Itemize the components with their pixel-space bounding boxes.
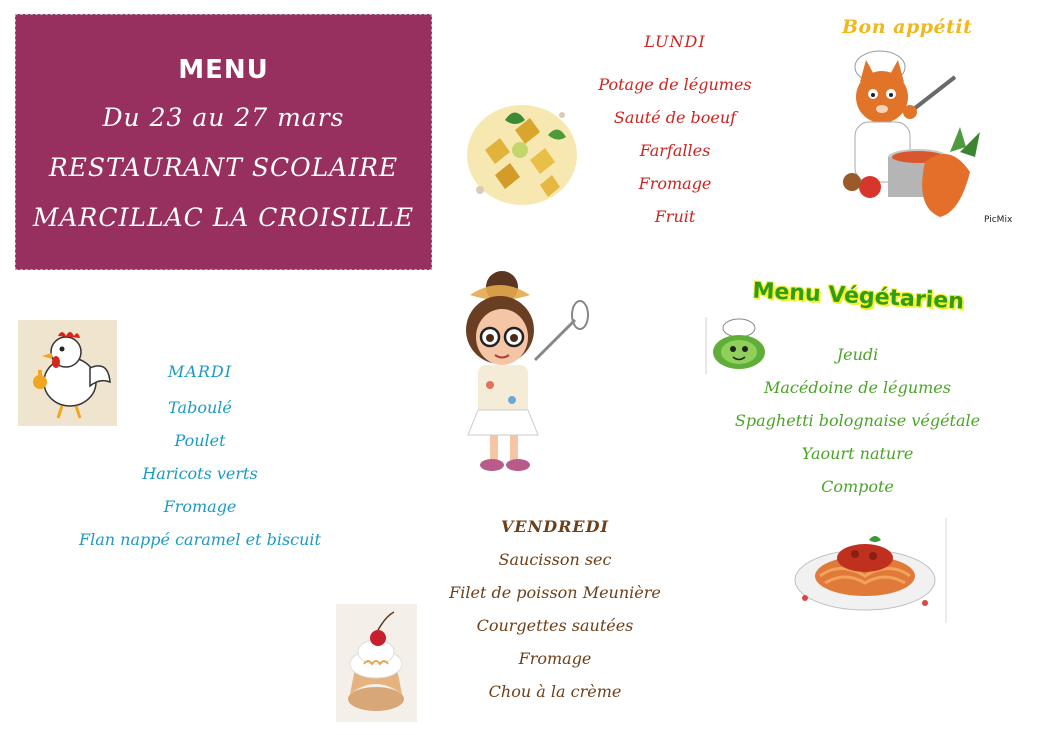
monday-title: LUNDI [644,32,706,51]
tuesday-item: Poulet [174,431,226,450]
friday-item: Courgettes sautées [476,616,634,635]
monday-item: Fromage [638,174,712,193]
spaghetti-plate-illustration [785,518,947,623]
friday-menu [430,515,680,705]
restaurant-name: RESTAURANT SCOLAIRE [48,153,399,182]
tuesday-item: Fromage [163,497,237,516]
tuesday-item: Haricots verts [142,464,258,483]
tuesday-item: Taboulé [168,398,232,417]
friday-item: Fromage [518,649,592,668]
cream-puff-illustration [336,604,417,722]
friday-title: VENDREDI [501,517,609,536]
menu-dates: Du 23 au 27 mars [102,103,345,132]
tuesday-title: MARDI [167,362,233,381]
friday-item: Saucisson sec [498,550,612,569]
chicken-illustration [18,320,117,426]
monday-item: Sauté de boeuf [613,108,737,127]
menu-title: MENU [178,55,269,85]
picmix-watermark: PicMix [984,215,1013,225]
pasta-illustration [460,90,585,215]
lettuce-chef-icon [705,312,770,374]
bon-appetit-caption: Bon appétit [842,16,973,38]
tuesday-item: Flan nappé caramel et biscuit [79,530,321,549]
thursday-item: Macédoine de légumes [764,378,951,397]
vegetarian-menu-title: Menu Végétarien [751,278,965,315]
friday-item: Chou à la crème [488,682,622,701]
thursday-item: Compote [821,477,894,496]
bon-appetit-illustration [800,12,1015,227]
thursday-item: Spaghetti bolognaise végétale [734,411,981,430]
friday-item: Filet de poisson Meunière [449,583,661,602]
monday-menu [560,30,790,240]
monday-item: Potage de légumes [598,75,752,94]
thursday-item: Yaourt nature [801,444,914,463]
thursday-title: Jeudi [836,345,879,364]
school-location: MARCILLAC LA CROISILLE [32,203,415,232]
title-card [15,14,432,270]
monday-item: Farfalles [639,141,711,160]
girl-chef-illustration [440,265,605,480]
monday-item: Fruit [654,207,696,226]
